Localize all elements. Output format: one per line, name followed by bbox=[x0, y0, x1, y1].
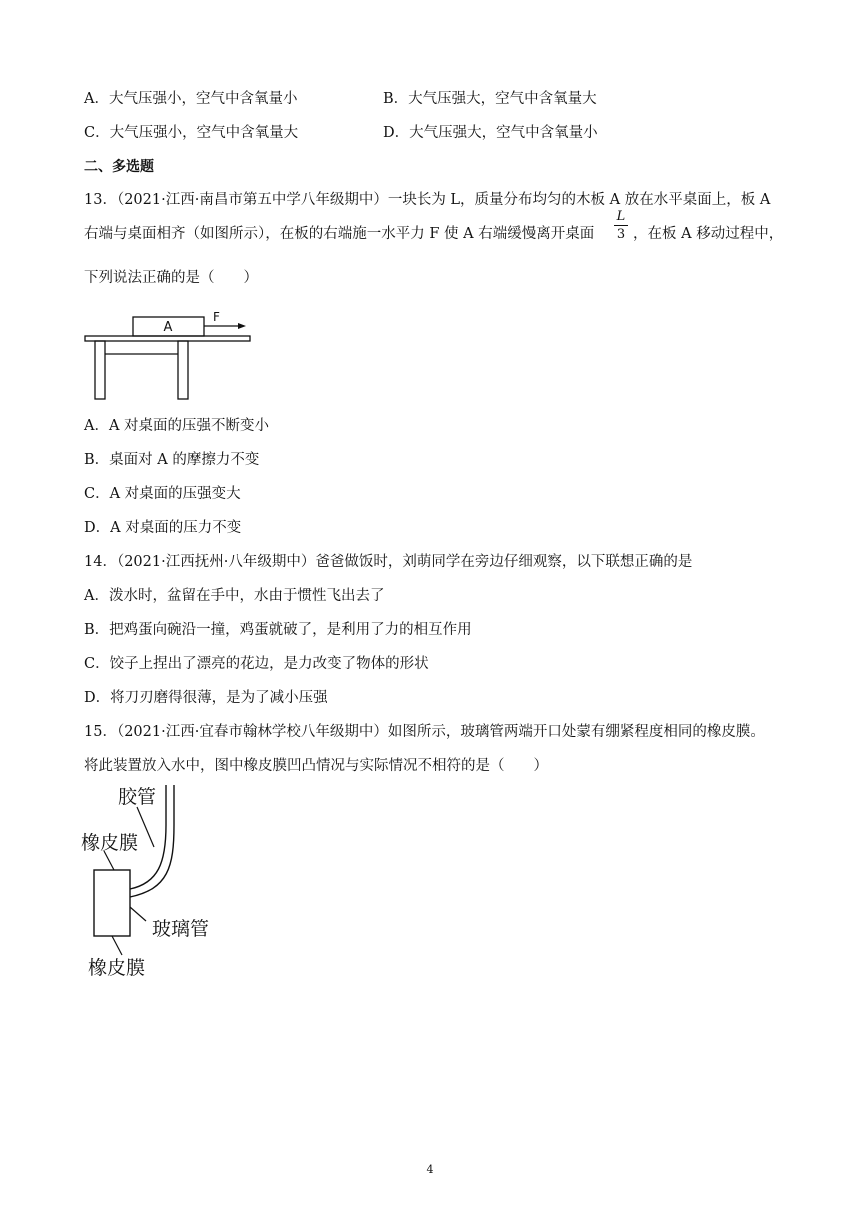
bottom-membrane-leader-line bbox=[112, 936, 122, 955]
q13-fraction-bar bbox=[614, 225, 628, 226]
table-leg-right bbox=[178, 341, 188, 399]
q13-fraction-numerator: L bbox=[616, 209, 626, 224]
section-title: 二、多选题 bbox=[84, 159, 154, 175]
page-number: 4 bbox=[426, 1163, 434, 1176]
q13-fraction bbox=[614, 209, 628, 242]
force-label: F bbox=[213, 310, 220, 324]
board-a-label: A bbox=[163, 320, 173, 335]
q13-option-a: A．A 对桌面的压强不断变小 bbox=[84, 418, 270, 434]
q14-option-c: C．饺子上捏出了漂亮的花边，是力改变了物体的形状 bbox=[84, 656, 429, 672]
q12-option-b: B．大气压强大，空气中含氧量大 bbox=[383, 91, 597, 107]
top-membrane-label: 橡皮膜 bbox=[81, 832, 139, 854]
force-arrow-head bbox=[238, 323, 246, 329]
q13-stem-line2-after: ，在板 A 移动过程中， bbox=[633, 226, 784, 242]
table-leg-left bbox=[95, 341, 105, 399]
q13-stem-line3: 下列说法正确的是（ ） bbox=[84, 270, 258, 286]
q13-fraction-denominator: 3 bbox=[616, 227, 626, 242]
q14-option-a: A．泼水时，盆留在手中，水由于惯性飞出去了 bbox=[84, 588, 385, 604]
glass-tube-leader-line bbox=[130, 907, 146, 921]
q12-option-d: D．大气压强大，空气中含氧量小 bbox=[383, 125, 598, 141]
glass-tube-label: 玻璃管 bbox=[152, 918, 210, 940]
hose-label: 胶管 bbox=[118, 786, 157, 808]
q14-option-d: D．将刀刃磨得很薄，是为了减小压强 bbox=[84, 690, 328, 706]
bottom-membrane-label: 橡皮膜 bbox=[88, 957, 146, 979]
q13-option-b: B．桌面对 A 的摩擦力不变 bbox=[84, 452, 260, 468]
q13-stem-line1: 13．（2021·江西·南昌市第五中学八年级期中）一块长为 L，质量分布均匀的木板 A 放在水平桌面上，板 A bbox=[84, 192, 771, 208]
q13-option-c: C．A 对桌面的压强变大 bbox=[84, 486, 241, 502]
q13-table-figure bbox=[80, 305, 260, 405]
q14-option-b: B．把鸡蛋向碗沿一撞，鸡蛋就破了，是利用了力的相互作用 bbox=[84, 622, 472, 638]
q13-option-d: D．A 对桌面的压力不变 bbox=[84, 520, 242, 536]
q12-option-c: C．大气压强小，空气中含氧量大 bbox=[84, 125, 299, 141]
table-top bbox=[85, 336, 250, 341]
q15-tube-figure bbox=[78, 785, 238, 985]
q13-stem-line2-before: 右端与桌面相齐（如图所示），在板的右端施一水平力 F 使 A 右端缓慢离开桌面 bbox=[84, 226, 595, 242]
q15-stem-line2: 将此装置放入水中，图中橡皮膜凹凸情况与实际情况不相符的是（ ） bbox=[84, 758, 548, 774]
q12-option-a: A．大气压强小，空气中含氧量小 bbox=[84, 91, 298, 107]
glass-tube bbox=[94, 870, 130, 936]
hose-leader-line bbox=[137, 807, 154, 847]
q14-stem: 14．（2021·江西抚州·八年级期中）爸爸做饭时，刘萌同学在旁边仔细观察，以下联想正确的是 bbox=[84, 554, 693, 570]
q15-stem-line1: 15．（2021·江西·宜春市翰林学校八年级期中）如图所示，玻璃管两端开口处蒙有绷紧程度相同的橡皮膜。 bbox=[84, 724, 765, 740]
